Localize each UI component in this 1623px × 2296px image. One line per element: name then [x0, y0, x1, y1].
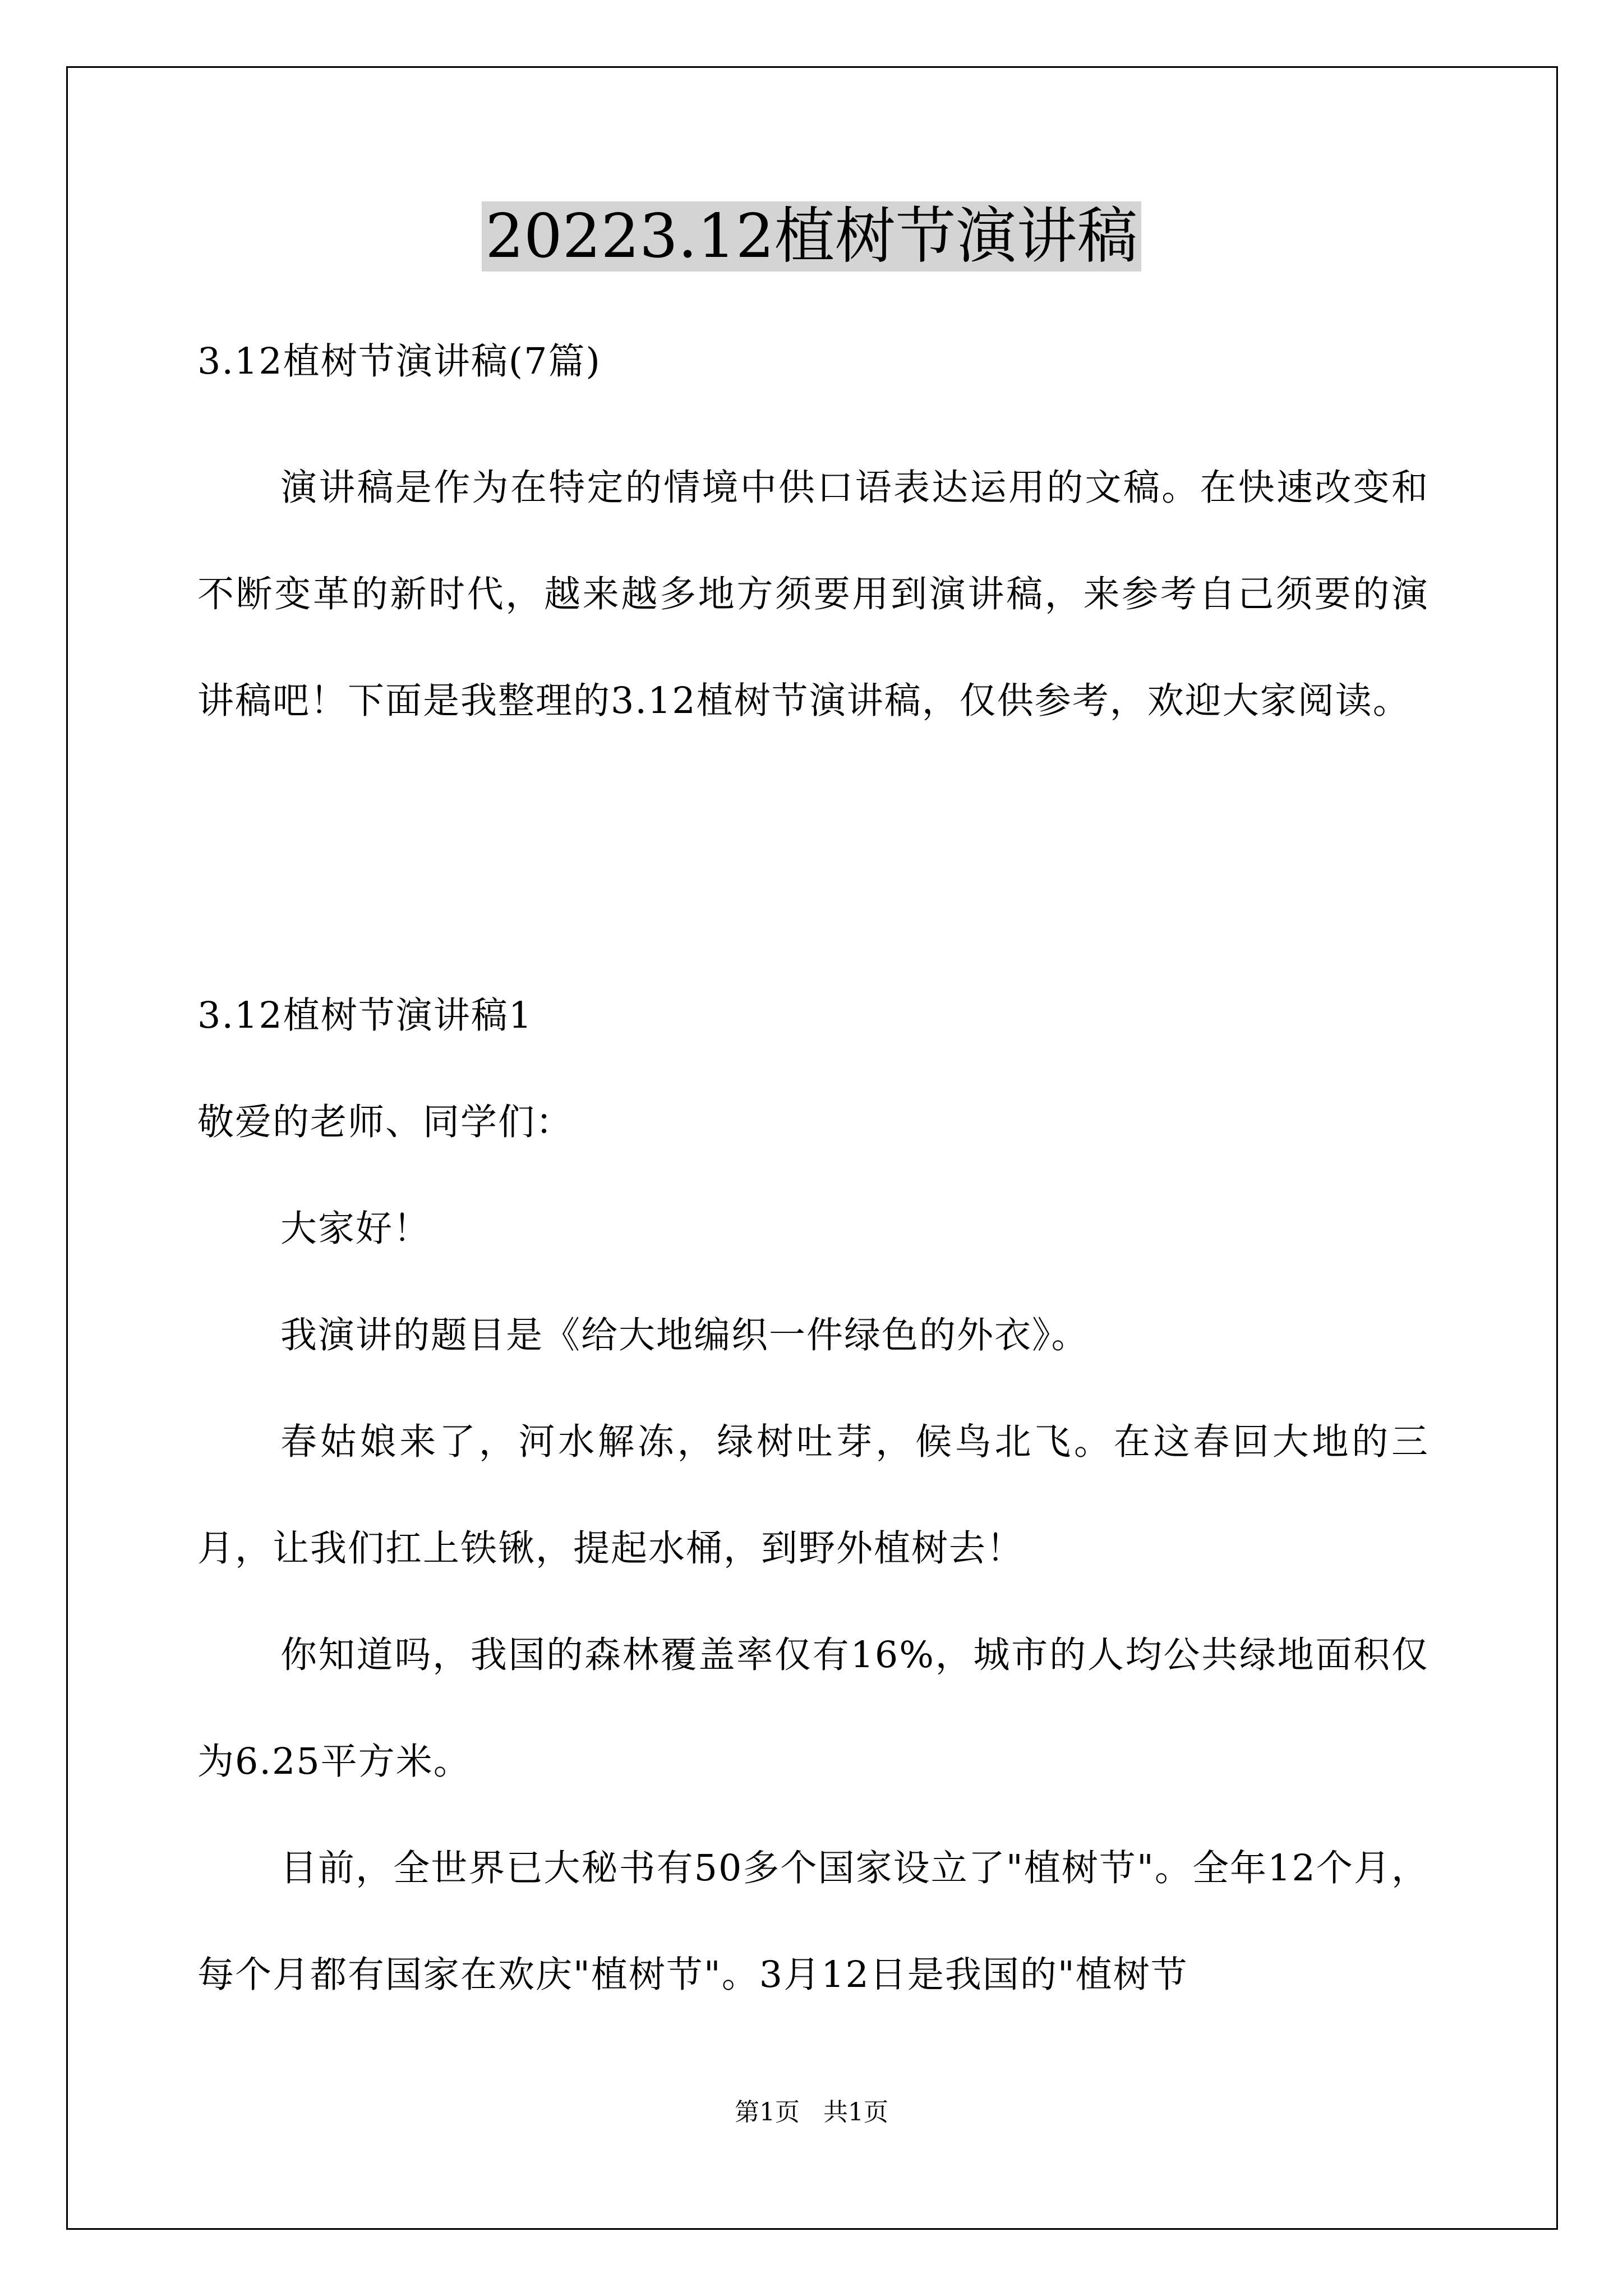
section-title: 3.12植树节演讲稿1: [197, 995, 533, 1037]
paragraph-topic: 我演讲的题目是《给大地编织一件绿色的外衣》。: [280, 1314, 1089, 1356]
document-title: [0, 197, 1623, 276]
page-footer: 第1页 共1页: [735, 2098, 888, 2127]
intro-paragraph: 演讲稿是作为在特定的情境中供口语表达运用的文稿。在快速改变和不断变革的新时代，越来越多地方须要用到演讲稿，来参考自己须要的演讲稿吧！下面是我整理的3.12植树节演讲稿，仅供参考，欢迎大家阅读。: [197, 467, 1429, 722]
paragraph-greeting: 大家好！: [280, 1208, 431, 1250]
document-subtitle: 3.12植树节演讲稿(7篇): [197, 341, 601, 383]
paragraph-forest-coverage: 你知道吗，我国的森林覆盖率仅有16%，城市的人均公共绿地面积仅为6.25平方米。: [197, 1634, 1429, 1783]
salutation: 敬爱的老师、同学们：: [197, 1101, 574, 1143]
document-title-text: 20223.12植树节演讲稿: [482, 201, 1141, 272]
paragraph-arbor-day: 目前，全世界已大秘书有50多个国家设立了"植树节"。全年12个月，每个月都有国家在欢庆"植树节"。3月12日是我国的"植树节: [197, 1847, 1429, 1996]
paragraph-spring: 春姑娘来了，河水解冻，绿树吐芽，候鸟北飞。在这春回大地的三月，让我们扛上铁锹，提起水桶，到野外植树去！: [197, 1421, 1429, 1570]
